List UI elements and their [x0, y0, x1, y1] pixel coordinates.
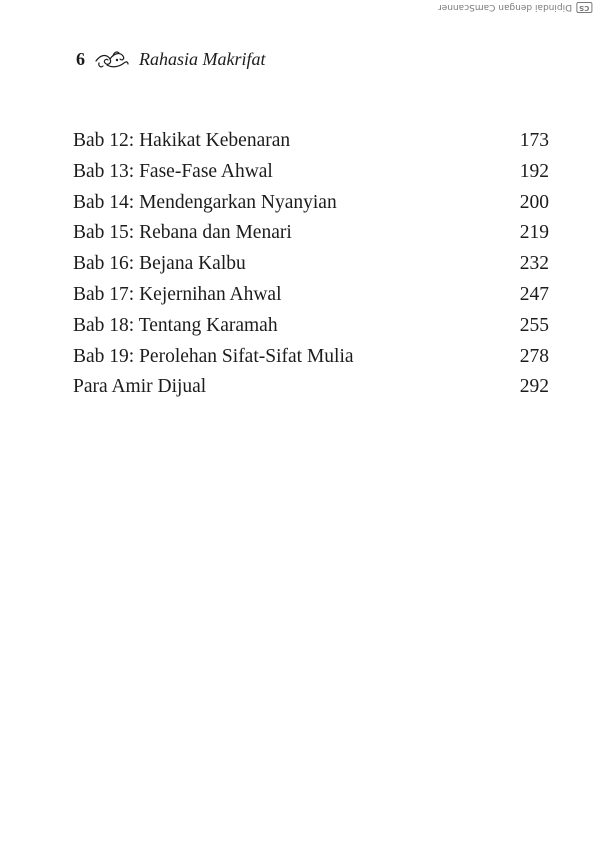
- toc-entry: [73, 372, 549, 403]
- toc-entry: [73, 311, 549, 342]
- toc-entry: [73, 249, 549, 280]
- toc-entry-title: Bab 14: Mendengarkan Nyanyian: [73, 191, 337, 213]
- watermark-text: Dipindai dengan CamScanner: [437, 2, 572, 13]
- toc-entry-page: 292: [519, 376, 549, 398]
- page-number: 6: [76, 48, 85, 69]
- toc-entry-title: Bab 17: Kejernihan Ahwal: [73, 283, 282, 305]
- toc-entry: [73, 218, 549, 249]
- toc-entry-title: Bab 18: Tentang Karamah: [73, 314, 278, 336]
- toc-entry-title: Bab 19: Perolehan Sifat-Sifat Mulia: [73, 345, 354, 367]
- toc-entry: [73, 342, 549, 373]
- toc-entry-page: 247: [519, 283, 549, 305]
- running-header: [76, 48, 266, 70]
- floral-ornament-icon: [93, 48, 131, 70]
- scanner-watermark: [438, 2, 592, 13]
- toc-entry: [73, 126, 549, 157]
- toc-entry-title: Para Amir Dijual: [73, 376, 207, 398]
- toc-entry-title: Bab 12: Hakikat Kebenaran: [73, 130, 291, 151]
- table-of-contents: [73, 126, 549, 403]
- toc-entry-page: 219: [519, 222, 549, 244]
- toc-entry-page: 200: [519, 191, 549, 213]
- toc-entry: [73, 157, 549, 188]
- book-title: Rahasia Makrifat: [139, 48, 266, 69]
- toc-entry-title: Bab 15: Rebana dan Menari: [73, 222, 292, 244]
- toc-entry-title: Bab 16: Bejana Kalbu: [73, 253, 246, 275]
- toc-entry-page: 278: [519, 345, 549, 367]
- toc-entry-page: 232: [519, 253, 549, 275]
- toc-entry-page: 192: [519, 160, 549, 182]
- toc-entry: [73, 280, 549, 311]
- toc-entry: [73, 188, 549, 219]
- toc-entry-title: Bab 13: Fase-Fase Ahwal: [73, 160, 273, 182]
- camscanner-logo: CS: [576, 2, 592, 13]
- toc-entry-page: 255: [519, 314, 549, 336]
- toc-entry-page: 173: [519, 130, 549, 151]
